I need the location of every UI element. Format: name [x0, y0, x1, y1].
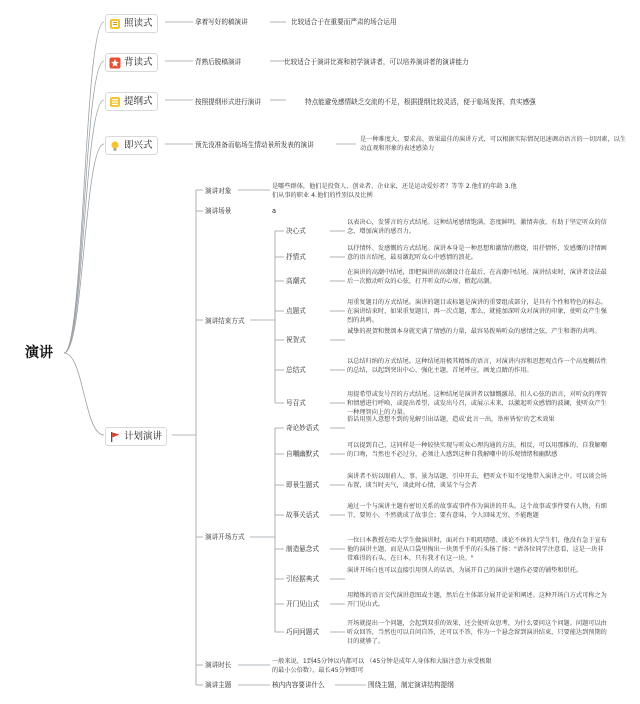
root-node[interactable]: 演讲: [25, 345, 53, 361]
ending-item-label[interactable]: 祝贺式: [286, 336, 306, 344]
audience-text: 是哪些群体，他们是投资人、创业者、企业家，还是运动爱好者？等等 2.他们的年龄 3.他们从事的职业 4.他们的性别以及比例: [272, 183, 517, 199]
book-icon: [109, 18, 121, 30]
opening-item-label[interactable]: 即景生题式: [286, 481, 319, 489]
method-label: 背读式: [124, 57, 153, 68]
ending-item-label[interactable]: 号召式: [286, 399, 306, 407]
flag-icon: [109, 431, 121, 443]
method-label: 提纲式: [124, 96, 153, 107]
ending-item-text: 用提希望或发号召的方式结尾。这种结尾是演讲者以慷慨激昂、扣人心弦的语言，对听众的理智和情感进行呼唤，或提出希望，或发出号召，或展示未来，以激起听众感情的波澜，使听众产生一种理智向上的力量。: [347, 391, 607, 416]
ending-item-label[interactable]: 决心式: [286, 227, 306, 235]
ending-label: 演讲结束方式: [205, 317, 245, 325]
theme-note: 围绕主题，制定演讲结构提纲: [368, 681, 454, 689]
opening-item-label[interactable]: 奇论妙语式: [286, 424, 319, 432]
scene-label: 演讲场景: [205, 207, 232, 215]
ending-item-text: 以表决心，发誓言的方式结尾。这种结尾感情饱满，态度鲜明，激情奔放，有助于坚定听众的信念，增加演讲的感召力。: [347, 219, 607, 235]
opening-item-label[interactable]: 自嘲幽默式: [286, 450, 319, 458]
node-plan[interactable]: [105, 427, 167, 446]
node-method-tigang[interactable]: [105, 92, 158, 111]
opening-label: 演讲开场方式: [205, 533, 245, 541]
root-link: [64, 353, 104, 435]
lightbulb-icon: [109, 140, 121, 152]
plan-label: 计划演讲: [124, 431, 163, 442]
method-desc: 背熟后脱稿演讲: [195, 58, 242, 66]
opening-item-text: 通过一个与演讲主题有密切关系的故事或事件作为演讲的开头。这个故事或事件要有人物，有细节，要短小，不然就成了故事会；要有意味，令人回味无穷，不能跑题: [347, 503, 607, 519]
list-icon: [109, 96, 121, 108]
root-link: [64, 100, 104, 353]
method-label: 照读式: [124, 18, 153, 29]
node-method-jixing[interactable]: [105, 136, 158, 155]
scene-text: a: [272, 207, 277, 215]
opening-item-text: 俗话用别人意想不到的见解引出话题，造成'此言一出，举座皆惊'的艺术效果: [347, 416, 555, 423]
root-link: [64, 144, 104, 353]
theme-text: 核内内容要讲什么: [272, 681, 325, 689]
opening-item-text: 开场就提出一个问题，会起到双重的效果，还会使听众思考，为什么要问这个问题。问题可以由听众回答，当然也可以自问自答，还可以不答，作为一个悬念留到演讲结束，只要能达到预期的目的就够了。: [347, 620, 607, 645]
method-desc: 按照提纲形式进行演讲: [195, 98, 261, 106]
opening-item-text: 可以提到自己，这同样是一种较快实现与听众心理沟通的方法，相反，可以用那推的、自我解嘲的口吻，当然也不必过分，必须让人感到这种自我解嘲中的乐观情绪和幽默感: [347, 442, 607, 458]
opening-item-text: 用精炼的语言交代演讲意图或主题，然后在主体部分展开论证和阐述。这种开场白方式可称之为开门见山式。: [347, 592, 607, 608]
opening-item-label[interactable]: 故事关话式: [286, 511, 319, 519]
opening-item-text: 一位日本教授在哈大学生做演讲时，面对台下叽叽喳喳、谈论不休的大学生们，他没有急于宣布他的演讲主题，而是从口袋里掏出一块黑乎乎的石头扬了扬："请各位同学注意看，这是一块非常难得的石头，在日本，只有我才有这一块。": [347, 537, 607, 562]
duration-text: 一般来说，1到45分钟以内都可以 （45分钟是成年人身体和大脑注意力承受极限的最小公倍数），最长45分钟即可: [272, 658, 492, 674]
method-note: 比较适合于在重要而严肃的场合运用: [291, 18, 397, 26]
method-desc: 预先没准备而临场生情动景所发表的演讲: [195, 141, 314, 149]
ending-item-label[interactable]: 抒情式: [286, 253, 306, 261]
method-note: 是一种难度大、要求高、效果最佳的演讲方式，可以根据实际情况迅速调动语言的一切因素，以生动直观和形象的表述感染力: [360, 136, 627, 152]
ending-item-text: 在演讲的高潮中结尾，即把演讲的高潮设计在最后，在高潮中结尾。演讲结束时，演讲者设法最后一次掀动听众的心弦，打开听众的心扉，掀起高潮。: [347, 269, 607, 285]
ending-item-text: 用重复题目的方式结尾。演讲的题目或标题是演讲的重要组成部分，是具有个性和特色的标志。在演讲结束时，如果重复题目，再一次点题，那么，就能加深听众对演讲的印象，使听众产生强烈的共鸣。: [347, 299, 607, 324]
ending-item-label[interactable]: 总结式: [286, 366, 306, 374]
node-method-zhaodu[interactable]: [105, 14, 158, 33]
opening-item-label[interactable]: 引经据典式: [286, 575, 319, 583]
opening-item-label[interactable]: 开门见山式: [286, 600, 319, 608]
ending-item-label[interactable]: 高潮式: [286, 277, 306, 285]
node-method-beidu[interactable]: [105, 53, 158, 72]
theme-label: 演讲主题: [205, 681, 232, 689]
root-link: [64, 61, 104, 353]
ending-item-label[interactable]: 点题式: [286, 307, 306, 315]
audience-label: 演讲对象: [205, 187, 232, 195]
method-label: 即兴式: [124, 140, 153, 151]
star-icon: [109, 57, 121, 69]
opening-item-label[interactable]: 巧问问题式: [286, 628, 319, 636]
method-note: 特点能避免感情缺乏交流的不足，根据提纲比较灵活，便于临场发挥，真实感强: [305, 98, 536, 106]
ending-item-text: 以抒情怀、发感慨的方式结尾。演讲本身是一种思想和激情的燃烧，用抒情怀，发感慨的诗情画意的语言结尾，最易激起听众心中感情的浪花。: [347, 245, 607, 261]
opening-item-text: 演讲者不妨以眼前人、事、景为话题，引申开去，把听众不知不觉地带入演讲之中。可以谈会场布置，谈当时天气，谈此时心情，谈某个与会者: [347, 473, 607, 489]
method-desc: 拿着写好的稿演讲: [195, 18, 248, 26]
ending-item-text: 诚挚的祝贺和赞颂本身就充满了情感的力量，最容易拨响听众的感情之弦，产生和谐的共鸣。: [347, 328, 601, 335]
ending-item-text: 以总结归纳的方式结尾。这种结尾用极其精炼的语言，对演讲内容和思想观点作一个高度概括性的总结，以起到突出中心，强化主题，首尾呼应，画龙点睛的作用。: [347, 358, 607, 374]
root-link: [64, 22, 104, 353]
method-note: 比较适合于演讲比赛和初学演讲者，可以培养演讲者的演讲能力: [284, 58, 469, 66]
opening-item-label[interactable]: 制造悬念式: [286, 545, 319, 553]
opening-item-text: 演讲开场白也可以直接引用别人的话语，为展开自己的演讲主题作必要的铺垫和烘托。: [347, 567, 583, 574]
duration-label: 演讲时长: [205, 661, 232, 669]
